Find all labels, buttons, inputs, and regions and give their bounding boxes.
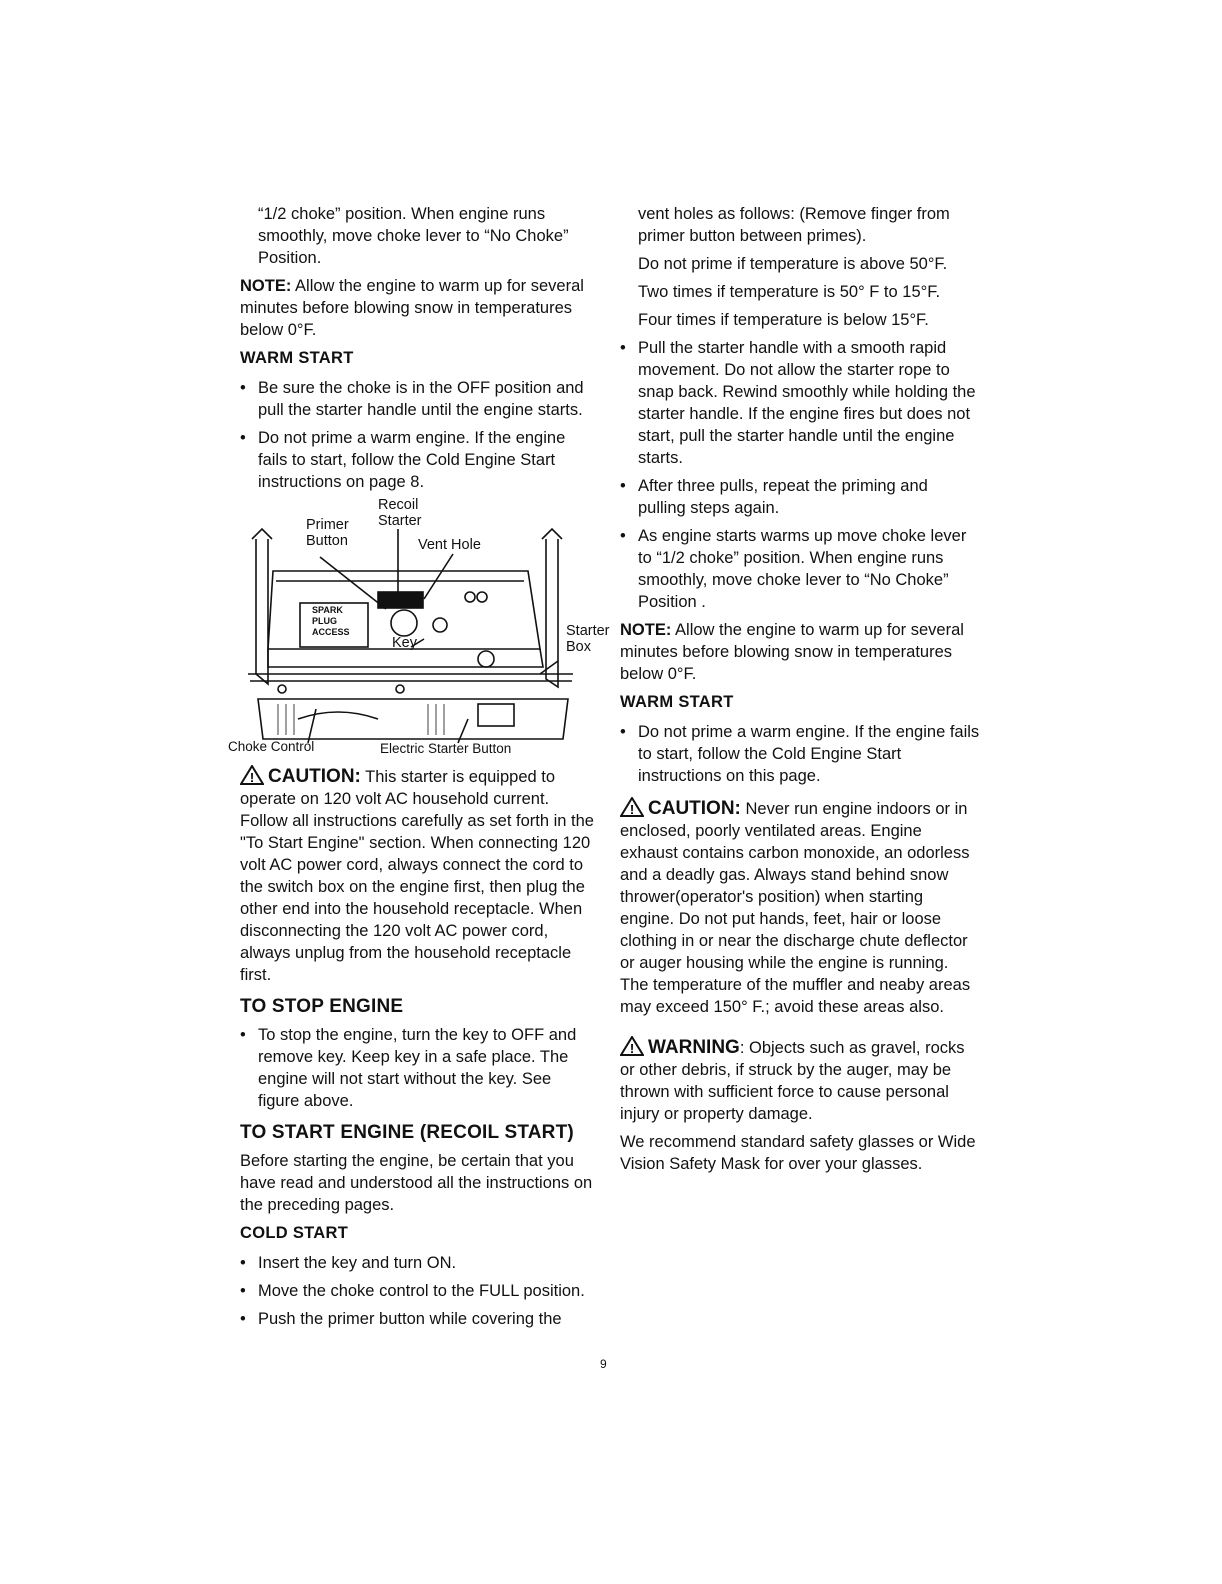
choke-control-label: Choke Control <box>228 739 315 754</box>
warm-start-list-right <box>620 721 980 787</box>
list-item: • Do not prime a warm engine. If the engine fails to start, follow the Cold Engine Start instructions on page 8. <box>240 427 595 493</box>
stop-engine-heading: TO STOP ENGINE <box>240 996 404 1017</box>
recoil-start-heading: TO START ENGINE (RECOIL START) <box>240 1122 574 1143</box>
starter-box-label: Starter Box <box>566 623 610 655</box>
choke-continuation: “1/2 choke” position. When engine runs smoothly, move choke lever to “No Choke” Position. <box>258 205 569 267</box>
list-item: • After three pulls, repeat the priming and pulling steps again. <box>620 475 980 519</box>
warning-triangle-icon <box>620 797 644 817</box>
stop-engine-list <box>240 1024 595 1112</box>
recoil-start-intro: Before starting the engine, be certain that you have read and understood all the instructions on the preceding pages. <box>240 1152 593 1214</box>
key-label: Key <box>392 635 417 651</box>
list-item: • Pull the starter handle with a smooth rapid movement. Do not allow the starter rope to snap back. Rewind smoothly while holding the starter handle. If the engine fires but does not start, pull the starter handle until the engine starts. <box>620 337 980 469</box>
warning-triangle-icon <box>620 1036 644 1056</box>
list-item: • Do not prime a warm engine. If the engine fails to start, follow the Cold Engine Start instructions on this page. <box>620 721 980 787</box>
vent-holes-text: vent holes as follows: (Remove finger from primer button between primes). <box>638 205 950 245</box>
warm-start-list <box>240 377 595 493</box>
note-warm-up-right <box>620 619 980 685</box>
warm-start-heading: WARM START <box>240 349 354 367</box>
note-text: Allow the engine to warm up for several minutes before blowing snow in temperatures below 0°F. <box>620 621 964 683</box>
engine-control-panel-figure <box>228 499 608 757</box>
list-item: • Push the primer button while covering the <box>240 1308 595 1330</box>
caution-text: This starter is equipped to operate on 120 volt AC household current. Follow all instructions carefully as set forth in the "To Start Engine" section. When connecting 120 volt AC power cord, always connect the cord to the switch box on the engine first, then plug the other end into the household receptacle. When disconnecting the 120 volt AC power cord, always unplug from the household receptacle first. <box>240 768 594 984</box>
svg-text:!: ! <box>249 770 255 785</box>
svg-text:!: ! <box>629 802 635 817</box>
spark-plug-access-label: SPARK PLUG ACCESS <box>312 605 350 637</box>
warning-label: WARNING <box>648 1037 740 1058</box>
svg-text:!: ! <box>629 1041 635 1056</box>
warning-triangle-icon <box>240 765 264 785</box>
note-warm-up <box>240 275 595 341</box>
list-item: • Move the choke control to the FULL position. <box>240 1280 595 1302</box>
note-label: NOTE: <box>620 621 672 639</box>
warning-text: : Objects such as gravel, rocks or other debris, if struck by the auger, may be thrown with sufficient force to cause personal injury or property damage. <box>620 1039 965 1123</box>
caution-text: Never run engine indoors or in enclosed, poorly ventilated areas. Engine exhaust contains carbon monoxide, an odorless and a deadly gas. Always stand behind snow thrower(operator's position) when starting engine. Do not put hands, feet, hair or loose clothing in or near the discharge chute deflector or auger housing while the engine is running. The temperature of the muffler and neaby areas may exceed 150° F.; avoid these areas also. <box>620 800 971 1016</box>
prime-below-15: Four times if temperature is below 15°F. <box>638 311 929 329</box>
note-label: NOTE: <box>240 277 292 295</box>
warning-debris <box>620 1036 980 1125</box>
note-text: Allow the engine to warm up for several minutes before blowing snow in temperatures below 0°F. <box>240 277 584 339</box>
caution-exhaust <box>620 797 980 1018</box>
prime-50-to-15: Two times if temperature is 50° F to 15°F. <box>638 283 941 301</box>
vent-hole-label: Vent Hole <box>418 537 481 553</box>
pull-starter-list <box>620 337 980 613</box>
cold-start-list <box>240 1252 595 1330</box>
safety-glasses-recommendation: We recommend standard safety glasses or Wide Vision Safety Mask for over your glasses. <box>620 1133 976 1173</box>
primer-button-label: Primer Button <box>306 517 349 549</box>
electric-starter-button-label: Electric Starter Button <box>380 741 512 756</box>
left-column <box>228 203 610 1336</box>
caution-label: CAUTION: <box>648 798 741 819</box>
list-item: • Insert the key and turn ON. <box>240 1252 595 1274</box>
cold-start-heading: COLD START <box>240 1224 349 1242</box>
list-item: • To stop the engine, turn the key to OFF and remove key. Keep key in a safe place. The engine will not start without the key. See figure above. <box>240 1024 595 1112</box>
recoil-starter-label: Recoil Starter <box>378 497 422 529</box>
warm-start-heading-right: WARM START <box>620 693 734 711</box>
prime-above-50: Do not prime if temperature is above 50°F. <box>638 255 948 273</box>
right-column <box>620 203 980 1181</box>
page-number: 9 <box>600 1357 607 1371</box>
list-item: • Be sure the choke is in the OFF position and pull the starter handle until the engine starts. <box>240 377 595 421</box>
list-item: • As engine starts warms up move choke lever to “1/2 choke” position. When engine runs smoothly, move choke lever to “No Choke” Position . <box>620 525 980 613</box>
caution-starter <box>240 765 595 986</box>
caution-label: CAUTION: <box>268 766 361 787</box>
